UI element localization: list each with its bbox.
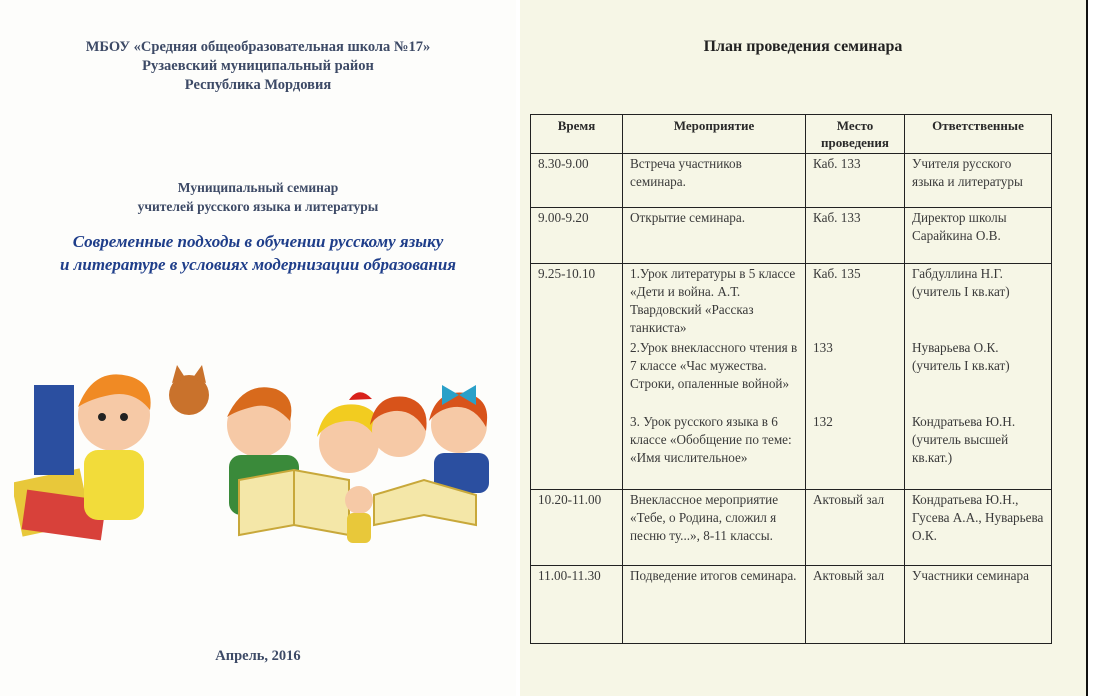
cell-time: 9.00-9.20	[531, 208, 623, 264]
publication-date: Апрель, 2016	[215, 648, 301, 664]
lesson-2-place: 133	[813, 340, 833, 355]
cell-event: Встреча участников семинара.	[623, 154, 806, 208]
table-row	[531, 566, 1052, 644]
republic: Республика Мордовия	[184, 77, 332, 93]
table-row	[531, 154, 1052, 208]
school-header	[0, 38, 516, 95]
lesson-3-event: 3. Урок русского языка в 6 классе «Обобщение по теме: «Имя числительное»	[630, 414, 792, 465]
lesson-2-responsible: Нуварьева О.К. (учитель I кв.кат)	[912, 340, 1010, 373]
cell-time: 11.00-11.30	[531, 566, 623, 644]
cell-responsible: Учителя русского языка и литературы	[905, 154, 1052, 208]
table-row	[531, 490, 1052, 566]
header-place	[806, 115, 905, 154]
lesson-1-event: 1.Урок литературы в 5 классе «Дети и война. А.Т. Твардовский «Рассказ танкиста»	[630, 266, 796, 335]
lesson-1-place: Каб. 135	[813, 266, 861, 281]
cell-event: Внеклассное мероприятие «Тебе, о Родина, сложил я песню ту...», 8-11 классы.	[623, 490, 806, 566]
header-responsible: Ответственные	[905, 115, 1052, 154]
header-event: Мероприятие	[623, 115, 806, 154]
cell-responsible: Директор школы Сарайкина О.В.	[905, 208, 1052, 264]
topic-line-1: Современные подходы в обучении русскому языку	[72, 232, 444, 251]
header-place-line-2: проведения	[821, 135, 889, 150]
lesson-3-place: 132	[813, 414, 833, 429]
plan-title: План проведения семинара	[703, 38, 903, 55]
lesson-2-event: 2.Урок внеклассного чтения в 7 классе «Час мужества. Строки, опаленные войной»	[630, 340, 798, 391]
cell-event-list	[623, 264, 806, 490]
school-name: МБОУ «Средняя общеобразовательная школа №17»	[85, 39, 431, 55]
header-place-line-1: Место	[836, 118, 874, 133]
plan-page	[520, 0, 1088, 696]
cell-time: 10.20-11.00	[531, 490, 623, 566]
cell-time: 8.30-9.00	[531, 154, 623, 208]
seminar-heading	[0, 178, 516, 216]
cell-place-list	[806, 264, 905, 490]
schedule-table	[530, 114, 1052, 644]
cell-place: Каб. 133	[806, 154, 905, 208]
district: Рузаевский муниципальный район	[142, 58, 374, 74]
lesson-3-responsible: Кондратьева Ю.Н. (учитель высшей кв.кат.)	[912, 414, 1016, 465]
cell-responsible-list	[905, 264, 1052, 490]
lesson-1-responsible: Габдуллина Н.Г. (учитель I кв.кат)	[912, 266, 1010, 299]
topic-line-2: и литературе в условиях модернизации образования	[59, 255, 457, 274]
cell-event: Подведение итогов семинара.	[623, 566, 806, 644]
cell-time: 9.25-10.10	[531, 264, 623, 490]
cell-place: Актовый зал	[806, 490, 905, 566]
table-header-row	[531, 115, 1052, 154]
children-reading-illustration	[14, 355, 494, 560]
cell-responsible: Участники семинара	[905, 566, 1052, 644]
header-time: Время	[531, 115, 623, 154]
seminar-line-2: учителей русского языка и литературы	[137, 199, 379, 214]
table-row	[531, 208, 1052, 264]
cell-responsible: Кондратьева Ю.Н., Гусева А.А., Нуварьева О.К.	[905, 490, 1052, 566]
cover-page	[0, 0, 516, 696]
cell-place: Каб. 133	[806, 208, 905, 264]
cell-place: Актовый зал	[806, 566, 905, 644]
seminar-topic	[0, 230, 516, 276]
seminar-line-1: Муниципальный семинар	[177, 180, 339, 195]
table-row	[531, 264, 1052, 490]
cell-event: Открытие семинара.	[623, 208, 806, 264]
